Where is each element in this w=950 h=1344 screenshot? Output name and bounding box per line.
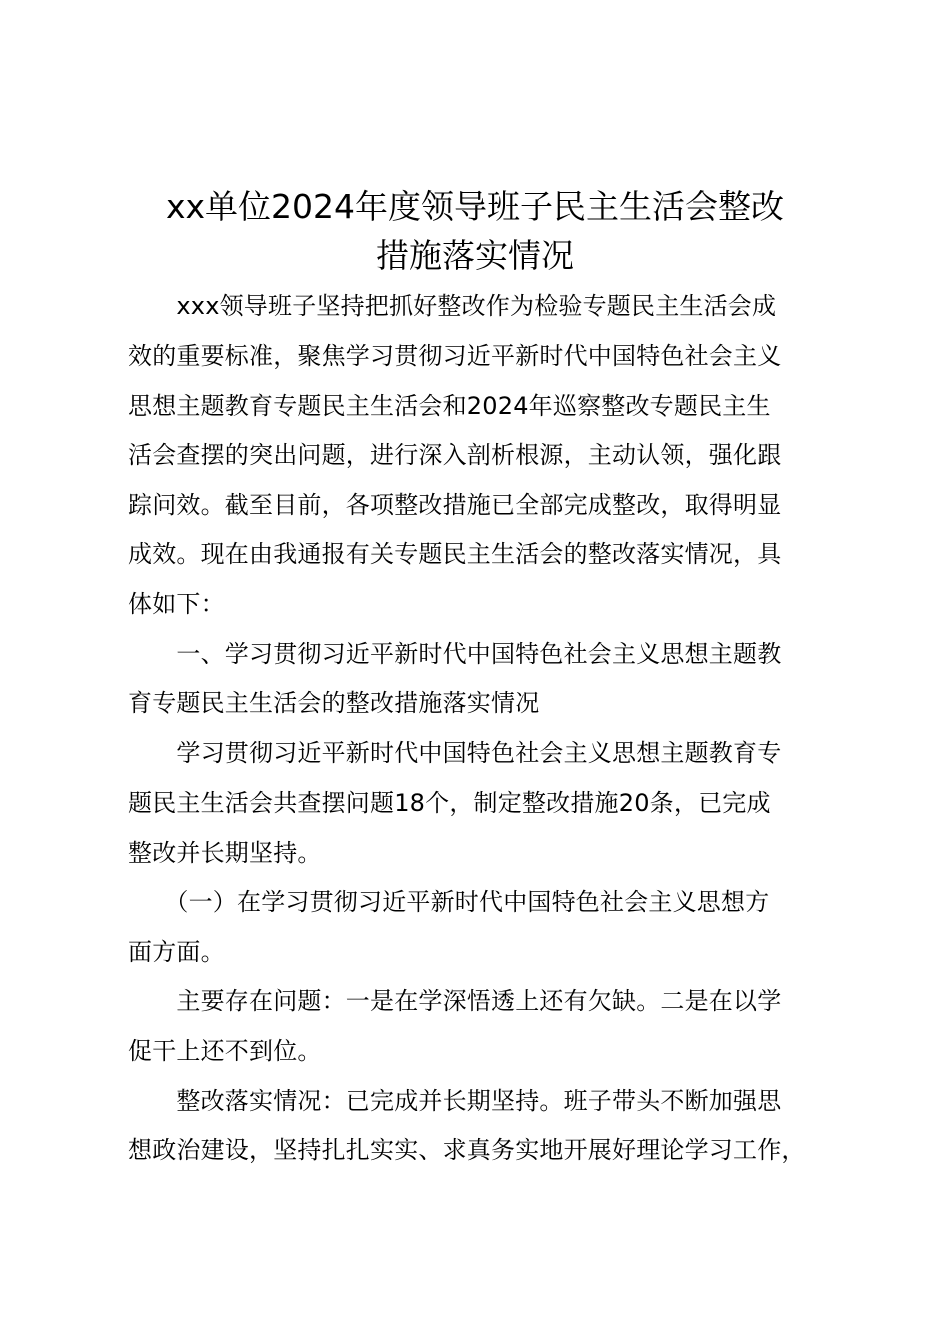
paragraph-line: 踪问效。截至目前，各项整改措施已全部完成整改，取得明显 bbox=[128, 491, 782, 519]
paragraph-line: 活会查摆的突出问题，进行深入剖析根源，主动认领，强化跟 bbox=[128, 441, 782, 469]
section-heading-line: 育专题民主生活会的整改措施落实情况 bbox=[128, 689, 540, 717]
paragraph-line: xxx领导班子坚持把抓好整改作为检验专题民主生活会成 bbox=[128, 292, 777, 320]
document-title-line-2: 措施落实情况 bbox=[376, 236, 574, 275]
paragraph-line: 想政治建设，坚持扎扎实实、求真务实地开展好理论学习工作， bbox=[128, 1136, 806, 1164]
paragraph-line: 学习贯彻习近平新时代中国特色社会主义思想主题教育专 bbox=[128, 739, 782, 767]
paragraph-line: 体如下： bbox=[128, 590, 225, 618]
section-heading-line: 一、学习贯彻习近平新时代中国特色社会主义思想主题教 bbox=[128, 640, 782, 668]
paragraph-line: 题民主生活会共查摆问题18个，制定整改措施20条，已完成 bbox=[128, 789, 771, 817]
subsection-heading-line: 面方面。 bbox=[128, 938, 225, 966]
paragraph-line: 思想主题教育专题民主生活会和2024年巡察整改专题民主生 bbox=[128, 392, 771, 420]
paragraph-line: 整改并长期坚持。 bbox=[128, 839, 322, 867]
document-title-line-1: xx单位2024年度领导班子民主生活会整改 bbox=[165, 187, 785, 226]
paragraph-line: 整改落实情况：已完成并长期坚持。班子带头不断加强思 bbox=[128, 1087, 782, 1115]
paragraph-line: 主要存在问题：一是在学深悟透上还有欠缺。二是在以学 bbox=[128, 987, 782, 1015]
subsection-heading-line: （一）在学习贯彻习近平新时代中国特色社会主义思想方 bbox=[128, 888, 770, 916]
paragraph-line: 促干上还不到位。 bbox=[128, 1037, 322, 1065]
paragraph-line: 效的重要标准，聚焦学习贯彻习近平新时代中国特色社会主义 bbox=[128, 342, 782, 370]
paragraph-line: 成效。现在由我通报有关专题民主生活会的整改落实情况，具 bbox=[128, 540, 782, 568]
